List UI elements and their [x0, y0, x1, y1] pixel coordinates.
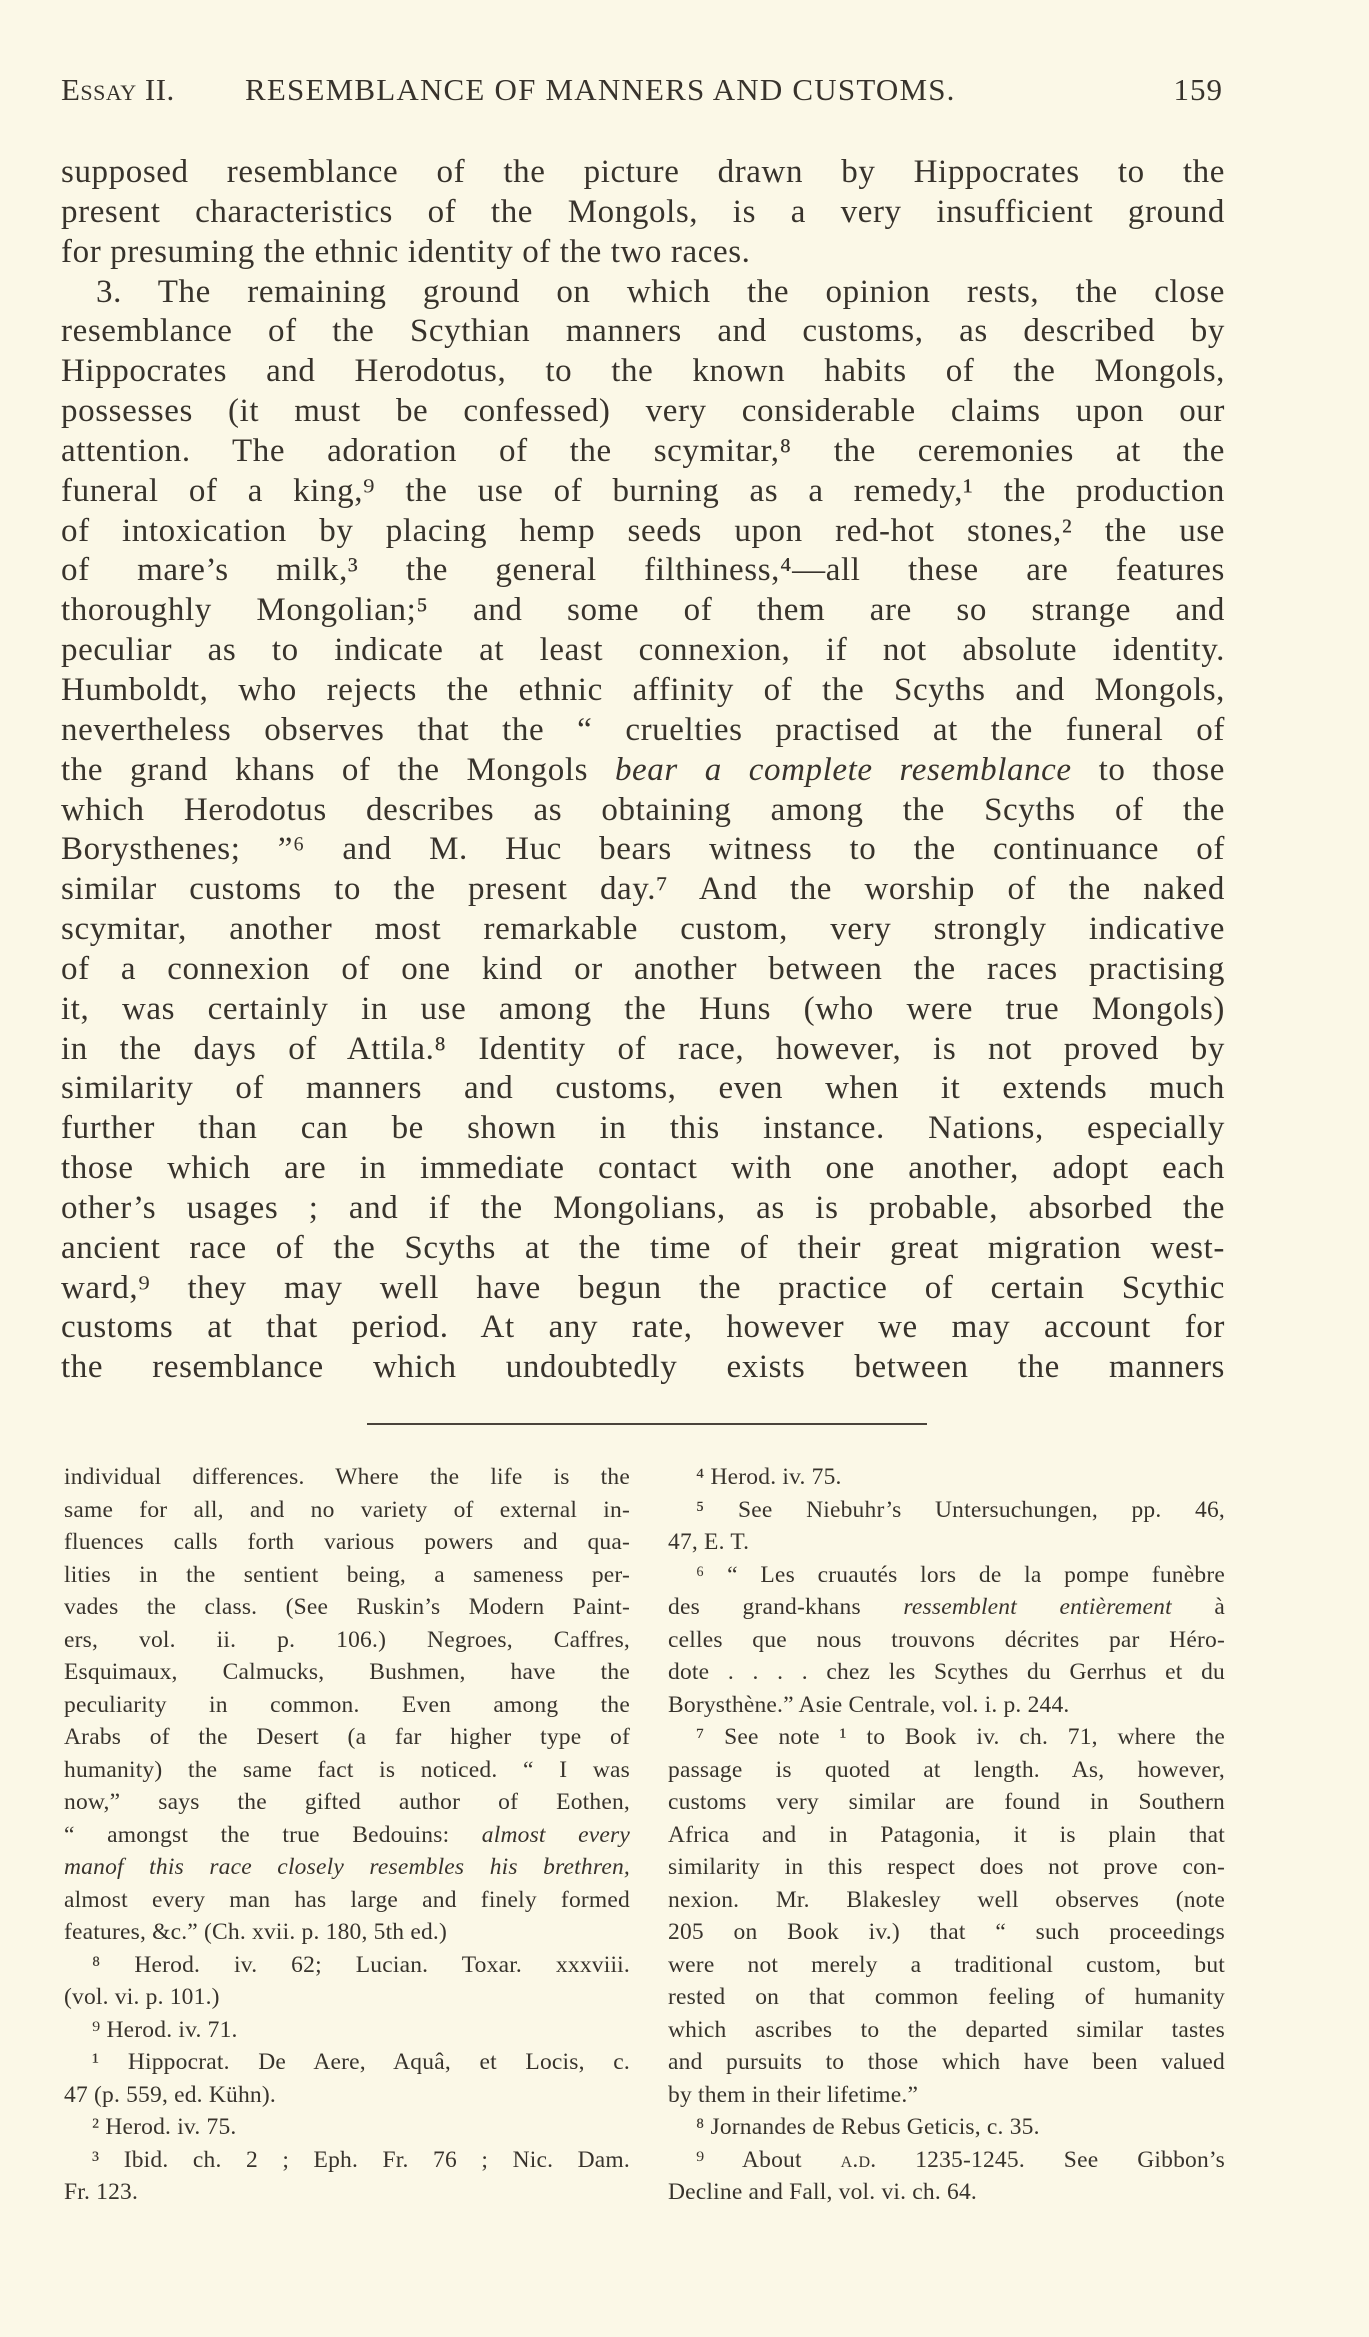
italic-text: bear a complete resemblance [614, 751, 1072, 788]
text-run: the resemblance which undoubtedly exists between the manners [61, 1349, 1225, 1386]
text-line [61, 1229, 1225, 1269]
footnote-line [64, 1624, 630, 1657]
text-run: Borysthène.” Asie Centrale, vol. i. p. 244. [668, 1691, 1070, 1718]
footnote-line [668, 2046, 1225, 2079]
text-run: 47 (p. 559, ed. Kühn). [64, 2081, 276, 2108]
text-run: “ amongst the true Bedouins: [64, 1821, 482, 1848]
footnote-line [668, 1819, 1225, 1852]
text-run: now,” says the gifted author of Eothen, [64, 1789, 630, 1815]
footnote-line [668, 1754, 1225, 1787]
text-run: 3. The remaining ground on which the opinion rests, the close [96, 273, 1225, 310]
footnote-line [668, 1916, 1225, 1949]
footnote-line [64, 1851, 630, 1884]
text-run: fluences calls forth various powers and qua- [64, 1529, 630, 1555]
text-line [61, 671, 1225, 711]
footnote-line [64, 2176, 630, 2209]
text-line [61, 711, 1225, 751]
text-run: the grand khans of the Mongols [61, 751, 615, 788]
text-line [61, 1348, 1225, 1388]
text-run: features, &c.” (Ch. xvii. p. 180, 5th ed.) [64, 1919, 447, 1945]
footnote-line [64, 2144, 630, 2177]
text-run: nevertheless observes that the “ cruelties practised at the funeral of [61, 711, 1225, 748]
footnote-line [64, 1721, 630, 1754]
text-run: of mare’s milk,³ the general filthiness,⁴—all these are features [61, 552, 1225, 589]
text-run: in the days of Attila.⁸ Identity of race, however, is not proved by [61, 1030, 1225, 1067]
text-run: Decline and Fall, vol. vi. ch. 64. [668, 2179, 977, 2205]
footnote-line [64, 1981, 630, 2014]
text-run: attention. The adoration of the scymitar,⁸ the ceremonies at the [61, 432, 1225, 469]
footnote-line [64, 1786, 630, 1819]
text-run: to those [1071, 751, 1225, 788]
footnote-line [64, 1559, 630, 1592]
footnote-line [668, 1884, 1225, 1917]
footnote-line [668, 2111, 1225, 2144]
text-line [61, 631, 1225, 671]
text-line [61, 1189, 1225, 1229]
text-run: Borysthenes; ”⁶ and M. Huc bears witness to the continuance of [61, 831, 1225, 868]
text-run: 47, E. T. [668, 1529, 750, 1555]
footnote-line [64, 2079, 630, 2112]
text-run: humanity) the same fact is noticed. “ I was [64, 1756, 630, 1783]
text-run: resemblance of the Scythian manners and customs, as described by [61, 313, 1225, 350]
footnote-line [668, 1981, 1225, 2014]
footnote-line [64, 2111, 630, 2144]
text-run: it, was certainly in use among the Huns (who were true Mongols) [61, 990, 1225, 1027]
footnote-line [668, 2014, 1225, 2047]
text-run: lities in the sentient being, a sameness per- [64, 1561, 630, 1588]
text-run: ⁹ Herod. iv. 71. [92, 2016, 238, 2043]
text-run: ⁹ About [696, 2146, 841, 2173]
text-run: those which are in immediate contact with one another, adopt each [61, 1150, 1225, 1187]
text-run: ³ Ibid. ch. 2 ; Eph. Fr. 76 ; Nic. Dam. [92, 2146, 630, 2173]
footnote-divider [367, 1423, 927, 1425]
text-line [61, 551, 1225, 591]
text-run: ⁸ Jornandes de Rebus Geticis, c. 35. [696, 2114, 1040, 2140]
text-run: Arabs of the Desert (a far higher type of [64, 1724, 630, 1750]
text-run: ⁵ See Niebuhr’s Untersuchungen, pp. 46, [696, 1496, 1225, 1523]
text-run: ⁴ Herod. iv. 75. [696, 1464, 842, 1490]
text-run: Humboldt, who rejects the ethnic affinity of the Scyths and Mongols, [61, 671, 1225, 708]
text-run: customs very similar are found in Southern [668, 1789, 1225, 1815]
text-line [61, 751, 1225, 791]
text-run: Fr. 123. [64, 2179, 139, 2205]
footnote-line [64, 1461, 630, 1494]
text-line [61, 791, 1225, 831]
italic-text: manof this race closely resembles his brethren, [64, 1854, 630, 1880]
footnote-line [668, 1786, 1225, 1819]
text-line [61, 591, 1225, 631]
text-run: Hippocrates and Herodotus, to the known habits of the Mongols, [61, 353, 1225, 390]
footnote-line [64, 1656, 630, 1689]
footnote-line [668, 2176, 1225, 2209]
text-run: thoroughly Mongolian;⁵ and some of them are so strange and [61, 592, 1225, 629]
text-run: which ascribes to the departed similar tastes [668, 2016, 1225, 2043]
footnote-line [64, 1949, 630, 1982]
text-line [61, 193, 1225, 233]
italic-text: almost every [481, 1821, 630, 1848]
text-run: similarity of manners and customs, even when it extends much [61, 1070, 1225, 1107]
text-run: Africa and in Patagonia, it is plain that [668, 1821, 1225, 1848]
footnote-line [668, 1591, 1225, 1624]
small-caps-text: a.d. [840, 2146, 877, 2173]
footnote-line [668, 1851, 1225, 1884]
text-run: Esquimaux, Calmucks, Bushmen, have the [64, 1659, 630, 1685]
text-run: dote . . . . chez les Scythes du Gerrhus et du [668, 1659, 1225, 1685]
text-run: ward,⁹ they may well have begun the practice of certain Scythic [61, 1269, 1225, 1306]
text-run: des grand-khans [668, 1594, 904, 1620]
text-line [61, 830, 1225, 870]
text-line [61, 352, 1225, 392]
header-essay-label: Essay II. [61, 72, 175, 107]
text-run: same for all, and no variety of external in- [64, 1496, 630, 1523]
text-line [61, 392, 1225, 432]
text-run: ⁸ Herod. iv. 62; Lucian. Toxar. xxxviii. [92, 1951, 630, 1978]
footnote-line [64, 1689, 630, 1722]
footnote-line [668, 1721, 1225, 1754]
text-run: rested on that common feeling of humanity [668, 1984, 1225, 2010]
text-run: ancient race of the Scyths at the time of their great migration west- [61, 1229, 1225, 1266]
text-run: similar customs to the present day.⁷ And the worship of the naked [61, 871, 1225, 908]
text-line [61, 990, 1225, 1030]
text-run: of a connexion of one kind or another between the races practising [61, 950, 1225, 987]
text-line [61, 153, 1225, 193]
text-line [61, 870, 1225, 910]
footnote-line [668, 1656, 1225, 1689]
footnote-line [64, 1754, 630, 1787]
footnote-line [64, 1526, 630, 1559]
footnote-line [64, 1494, 630, 1527]
footnotes-left-column [64, 1461, 630, 2209]
footnote-line [64, 1819, 630, 1852]
text-run: almost every man has large and finely formed [64, 1886, 630, 1913]
footnote-line [64, 1916, 630, 1949]
text-run: peculiar as to indicate at least connexion, if not absolute identity. [61, 632, 1225, 669]
text-run: vades the class. (See Ruskin’s Modern Paint- [64, 1594, 630, 1620]
text-run: ² Herod. iv. 75. [92, 2114, 237, 2140]
text-run: ¹ Hippocrat. De Aere, Aquâ, et Locis, c. [92, 2049, 630, 2075]
text-run: other’s usages ; and if the Mongolians, as is probable, absorbed the [61, 1189, 1225, 1226]
text-run: present characteristics of the Mongols, is a very insufficient ground [61, 193, 1225, 230]
footnote-line [668, 1949, 1225, 1982]
text-run: 205 on Book iv.) that “ such proceedings [668, 1919, 1225, 1945]
text-run: nexion. Mr. Blakesley well observes (note [668, 1886, 1225, 1913]
footnote-line [668, 1624, 1225, 1657]
text-run: supposed resemblance of the picture drawn by Hippocrates to the [61, 154, 1225, 190]
footnote-line [668, 1494, 1225, 1527]
footnotes-right-column [668, 1461, 1225, 2209]
page-number: 159 [1173, 72, 1223, 107]
footnote-line [668, 2079, 1225, 2112]
footnote-line [64, 2014, 630, 2047]
text-line [61, 910, 1225, 950]
text-line [61, 233, 1225, 273]
footnote-line [64, 1591, 630, 1624]
footnote-line [668, 1461, 1225, 1494]
text-run: (vol. vi. p. 101.) [64, 1984, 220, 2010]
text-run: for presuming the ethnic identity of the two races. [61, 233, 751, 270]
text-run: passage is quoted at length. As, however, [668, 1756, 1225, 1783]
text-run: by them in their lifetime.” [668, 2081, 919, 2108]
text-line [61, 1109, 1225, 1149]
text-run: ⁶ “ Les cruautés lors de la pompe funèbre [696, 1561, 1225, 1588]
text-run: possesses (it must be confessed) very considerable claims upon our [61, 393, 1225, 430]
text-run: funeral of a king,⁹ the use of burning as a remedy,¹ the production [61, 472, 1225, 509]
footnote-line [668, 1559, 1225, 1592]
text-run: à [1171, 1594, 1225, 1620]
text-line [61, 312, 1225, 352]
text-run: 1235-1245. See Gibbon’s [876, 2146, 1225, 2173]
text-line [61, 1308, 1225, 1348]
body-text [61, 153, 1225, 1388]
text-line [61, 1269, 1225, 1309]
footnote-line [668, 1689, 1225, 1722]
text-run: celles que nous trouvons décrites par Héro- [668, 1626, 1225, 1653]
text-run: individual differences. Where the life is the [64, 1464, 630, 1490]
footnote-line [64, 1884, 630, 1917]
text-run: customs at that period. At any rate, however we may account for [61, 1309, 1225, 1346]
header-title: RESEMBLANCE OF MANNERS AND CUSTOMS. [245, 72, 956, 107]
text-line [61, 273, 1225, 313]
text-run: further than can be shown in this instance. Nations, especially [61, 1110, 1225, 1147]
text-line [61, 1030, 1225, 1070]
italic-text: ressemblent entièrement [903, 1594, 1172, 1620]
text-run: and pursuits to those which have been valued [668, 2049, 1225, 2075]
text-line [61, 432, 1225, 472]
text-line [61, 1149, 1225, 1189]
footnote-line [668, 1526, 1225, 1559]
text-run: of intoxication by placing hemp seeds upon red-hot stones,² the use [61, 512, 1225, 549]
running-header [61, 68, 1223, 112]
text-run: scymitar, another most remarkable custom, very strongly indicative [61, 911, 1225, 948]
text-run: similarity in this respect does not prove con- [668, 1854, 1225, 1880]
text-run: peculiarity in common. Even among the [64, 1691, 630, 1718]
footnote-line [668, 2144, 1225, 2177]
text-line [61, 472, 1225, 512]
footnote-line [64, 2046, 630, 2079]
text-line [61, 950, 1225, 990]
text-line [61, 512, 1225, 552]
text-run: were not merely a traditional custom, but [668, 1951, 1225, 1978]
text-line [61, 1069, 1225, 1109]
text-run: ⁷ See note ¹ to Book iv. ch. 71, where the [696, 1724, 1225, 1750]
text-run: which Herodotus describes as obtaining among the Scyths of the [61, 791, 1225, 828]
text-run: ers, vol. ii. p. 106.) Negroes, Caffres, [64, 1626, 630, 1653]
